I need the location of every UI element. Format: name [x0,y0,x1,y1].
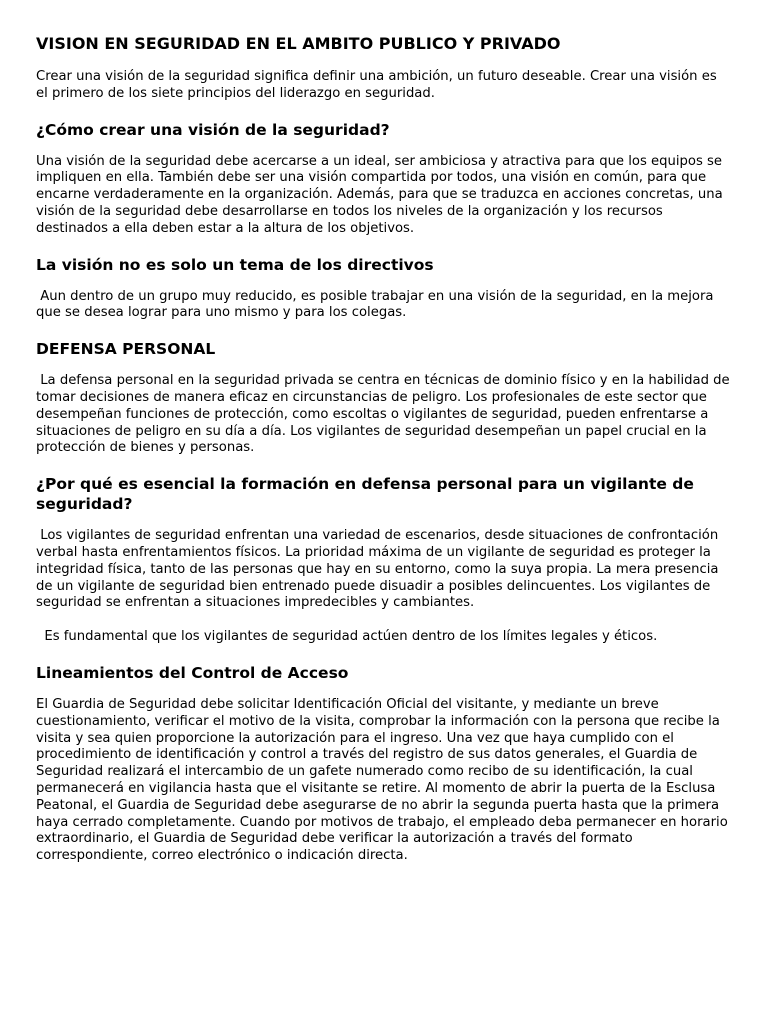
section-paragraph: Una visión de la seguridad debe acercarse a un ideal, ser ambiciosa y atractiva para que los equipos se impliquen en ella. También debe ser una visión compartida por todos, una visión en común, para que encarne verdaderamente en la organización. Además, para que se traduzca en acciones concretas, una visión de la seguridad debe desarrollarse en todos los niveles de la organización y los recursos destinados a ella deben estar a la altura de los objetivos. [36,153,727,236]
section-heading: Lineamientos del Control de Acceso [36,663,349,682]
section-heading: ¿Por qué es esencial la formación en defensa personal para un vigilante de seguridad? [36,475,694,514]
section-paragraph: Aun dentro de un grupo muy reducido, es posible trabajar en una visión de la seguridad, en la mejora que se desea lograr para uno mismo y para los colegas. [36,288,718,321]
intro-paragraph: Crear una visión de la seguridad significa definir una ambición, un futuro deseable. Crear una visión es el primero de los siete principios del liderazgo en seguridad. [36,69,721,101]
section-heading: ¿Cómo crear una visión de la seguridad? [36,120,390,139]
section-paragraph: El Guardia de Seguridad debe solicitar Identificación Oficial del visitante, y mediante un breve cuestionamiento, verificar el motivo de la visita, comprobar la información con la persona que recibe la visita y sea quien proporcione la autorización para el ingreso. Una vez que haya cumplido con el procedimiento de identificación y control a través del registro de sus datos generales, el Guardia de Seguridad realizará el intercambio de un gafete numerado como recibo de su identificación, la cual permanecerá en vigilancia hasta que el visitante se retire. Al momento de abrir la puerta de la Esclusa Peatonal, el Guardia de Seguridad debe asegurarse de no abrir la segunda puerta hasta que la primera haya cerrado completamente. Cuando por motivos de trabajo, el empleado deba permanecer en horario extraordinario, el Guardia de Seguridad debe verificar la autorización a través del formato correspondiente, correo electrónico o indicación directa. [36,696,732,864]
section-paragraph: Es fundamental que los vigilantes de seguridad actúen dentro de los límites legales y éticos. [36,629,658,645]
section-heading: DEFENSA PERSONAL [36,340,216,359]
section-paragraph: La defensa personal en la seguridad privada se centra en técnicas de dominio físico y en la habilidad de tomar decisiones de manera eficaz en circunstancias de peligro. Los profesionales de este sector que desempeñan funciones de protección, como escoltas o vigilantes de seguridad, pueden enfrentarse a situaciones de peligro en su día a día. Los vigilantes de seguridad desempeñan un papel crucial en la protección de bienes y personas. [36,373,734,456]
document-title: VISION EN SEGURIDAD EN EL AMBITO PUBLICO Y PRIVADO [36,34,561,53]
section-heading: La visión no es solo un tema de los directivos [36,255,434,274]
section-paragraph: Los vigilantes de seguridad enfrentan una variedad de escenarios, desde situaciones de confrontación verbal hasta enfrentamientos físicos. La prioridad máxima de un vigilante de seguridad es proteger la integridad física, tanto de las personas que hay en su entorno, como la suya propia. La mera presencia de un vigilante de seguridad bien entrenado puede disuadir a posibles delincuentes. Los vigilantes de seguridad se enfrentan a situaciones impredecibles y cambiantes. [36,528,723,611]
